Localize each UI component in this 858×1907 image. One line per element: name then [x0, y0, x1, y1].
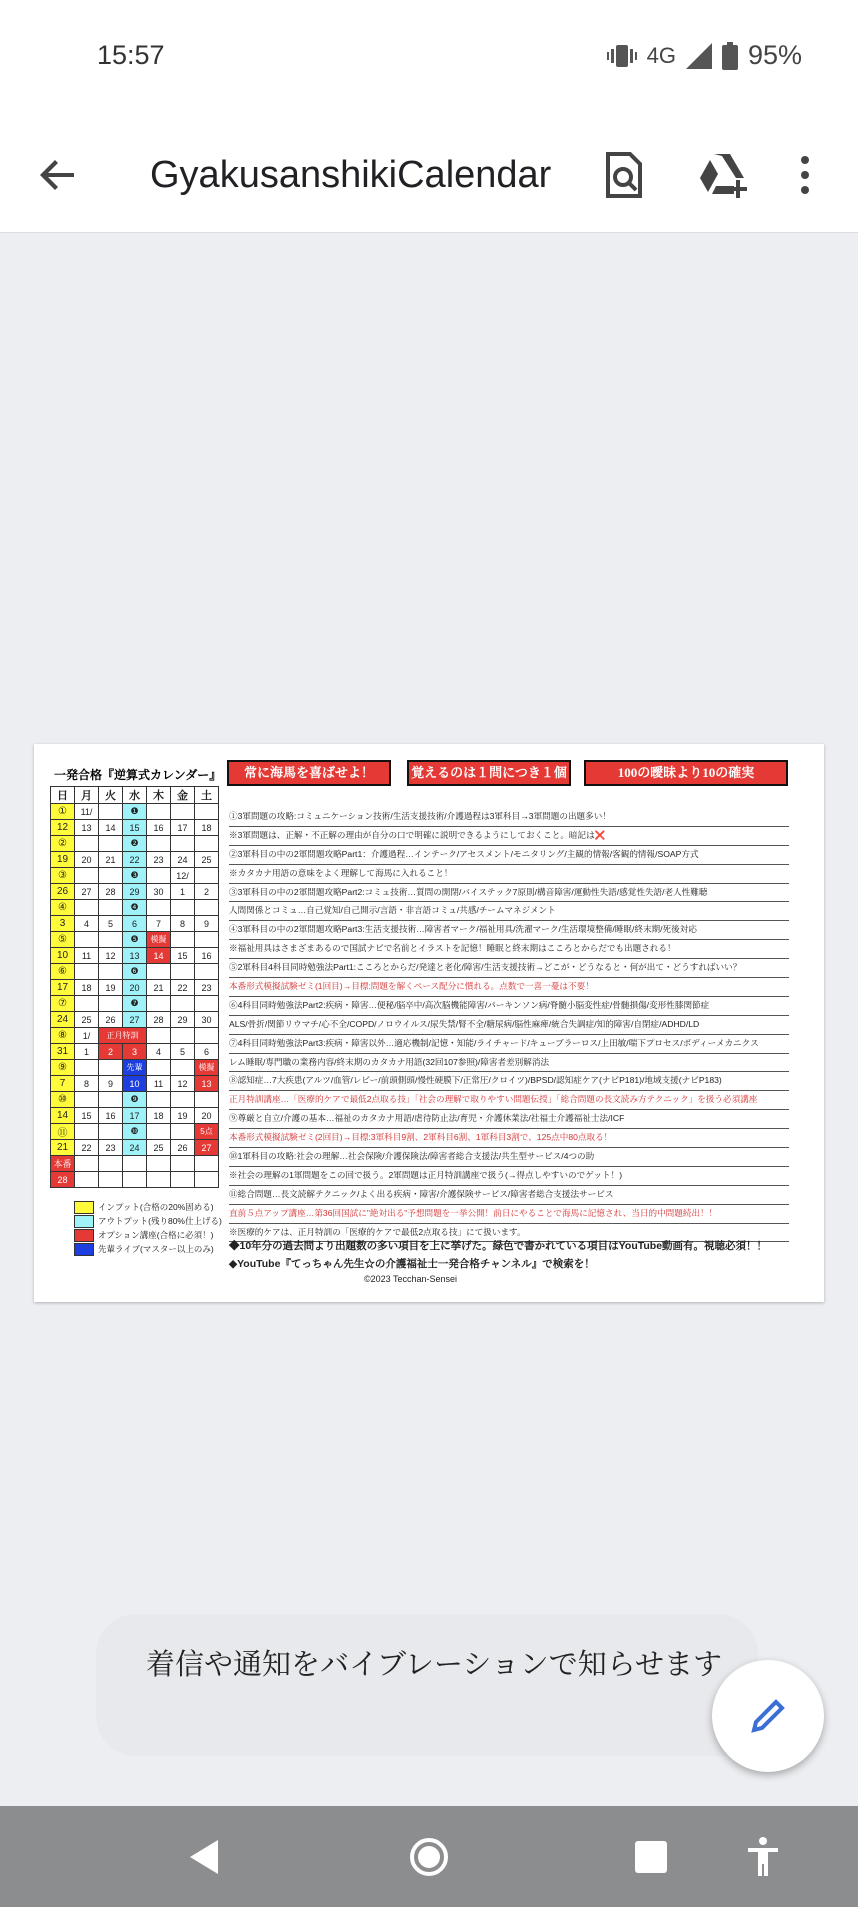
calendar-cell: ❻	[123, 964, 147, 980]
calendar-cell: 26	[99, 1012, 123, 1028]
calendar-cell	[195, 836, 219, 852]
calendar-cell: 17	[171, 820, 195, 836]
schedule-note: ※3軍問題は、正解・不正解の理由が自分の口で明確に説明できるようにしておくこと。暗記は❌	[229, 827, 789, 846]
calendar-cell: 28	[51, 1172, 75, 1188]
legend-label: 先輩ライブ(マスター以上のみ)	[98, 1244, 214, 1254]
calendar-cell: 4	[147, 1044, 171, 1060]
calendar-cell	[171, 1124, 195, 1140]
back-arrow-icon[interactable]	[34, 151, 82, 199]
calendar-cell	[99, 996, 123, 1012]
legend-item	[74, 1214, 222, 1228]
legend-swatch	[74, 1201, 94, 1214]
calendar-cell: 21	[99, 852, 123, 868]
accessibility-icon[interactable]	[740, 1834, 786, 1880]
schedule-note: レム睡眠/専門職の業務内容/終末期のカタカナ用語(32回107参照)/障害者差別解消法	[229, 1054, 789, 1073]
calendar-cell	[147, 868, 171, 884]
calendar-cell	[75, 932, 99, 948]
calendar-cell	[75, 1092, 99, 1108]
calendar-cell: 5点	[195, 1124, 219, 1140]
calendar-cell: ❺	[123, 932, 147, 948]
calendar-cell	[171, 932, 195, 948]
calendar-cell: 模擬	[147, 932, 171, 948]
banner-1: 常に海馬を喜ばせよ！	[227, 760, 391, 786]
calendar-cell: 10	[123, 1076, 147, 1092]
calendar-cell: 9	[195, 916, 219, 932]
calendar-cell	[195, 1092, 219, 1108]
calendar-cell	[171, 1028, 195, 1044]
calendar-cell	[195, 868, 219, 884]
calendar-cell	[195, 804, 219, 820]
calendar-cell: 7	[51, 1076, 75, 1092]
calendar-cell	[99, 964, 123, 980]
calendar-cell	[171, 996, 195, 1012]
calendar-cell	[147, 804, 171, 820]
calendar-cell: 12	[171, 1076, 195, 1092]
calendar-cell: 10	[51, 948, 75, 964]
weekday-header: 日	[51, 787, 75, 804]
calendar-cell	[147, 1092, 171, 1108]
calendar-cell	[99, 932, 123, 948]
calendar-cell: ⑧	[51, 1028, 75, 1044]
calendar-cell: 31	[51, 1044, 75, 1060]
calendar-cell	[75, 964, 99, 980]
schedule-note: ⑩1軍科目の攻略:社会の理解…社会保険/介護保険法/障害者総合支援法/共生型サービス/4つの助	[229, 1148, 789, 1167]
calendar-cell	[99, 1156, 123, 1172]
schedule-note: 本番形式模擬試験ゼミ(1回目)→目標:問題を解くペース配分に慣れる。点数で一喜一憂は不要！	[229, 978, 789, 997]
calendar-cell: ❾	[123, 1092, 147, 1108]
vibrate-icon	[607, 43, 637, 69]
calendar-cell: 13	[75, 820, 99, 836]
schedule-note: ALS/骨折/関節リウマチ/心不全/COPD/ノロウイルス/尿失禁/腎不全/糖尿病/脳性麻痺/統合失調症/知的障害/自閉症/ADHD/LD	[229, 1016, 789, 1035]
calendar-cell: 22	[123, 852, 147, 868]
calendar-cell: 16	[195, 948, 219, 964]
calendar-cell	[123, 1156, 147, 1172]
calendar-cell: 15	[123, 820, 147, 836]
calendar-cell: 8	[171, 916, 195, 932]
calendar-cell: ④	[51, 900, 75, 916]
legend-item	[74, 1228, 222, 1242]
battery-percent: 95%	[747, 40, 802, 70]
calendar-cell	[75, 900, 99, 916]
calendar-cell: 26	[51, 884, 75, 900]
schedule-notes	[229, 808, 789, 1242]
calendar-cell	[99, 836, 123, 852]
calendar-cell: 15	[171, 948, 195, 964]
legend-label: オプション講座(合格に必須！)	[98, 1230, 214, 1240]
calendar-cell	[75, 1060, 99, 1076]
calendar-cell: 28	[99, 884, 123, 900]
calendar-cell: 11	[147, 1076, 171, 1092]
calendar-cell: ⑥	[51, 964, 75, 980]
calendar-cell	[147, 964, 171, 980]
calendar-cell	[171, 1156, 195, 1172]
calendar-cell	[195, 900, 219, 916]
legend-swatch	[74, 1215, 94, 1228]
calendar-cell: 25	[147, 1140, 171, 1156]
calendar-cell: 21	[147, 980, 171, 996]
schedule-note: ⑨尊厳と自立/介護の基本…福祉のカタカナ用語/虐待防止法/育児・介護休業法/社福士介護福祉士法/ICF	[229, 1110, 789, 1129]
calendar-cell: 21	[51, 1140, 75, 1156]
system-nav-bar	[0, 1806, 858, 1907]
calendar-cell	[99, 868, 123, 884]
calendar-cell: 12/	[171, 868, 195, 884]
calendar-cell: 29	[123, 884, 147, 900]
status-time: 15:57	[97, 40, 165, 70]
calendar-cell: 16	[99, 1108, 123, 1124]
calendar-cell: 先輩	[123, 1060, 147, 1076]
calendar-cell	[147, 900, 171, 916]
pdf-page[interactable]	[34, 744, 824, 1302]
calendar-cell	[75, 996, 99, 1012]
calendar-cell: ⑤	[51, 932, 75, 948]
calendar-cell: 3	[123, 1044, 147, 1060]
calendar-cell	[99, 1060, 123, 1076]
schedule-note: ⑥4科目同時勉強法Part2:疾病・障害…便秘/脳卒中/高次脳機能障害/パーキンソン病/脊髄小脳変性症/骨髄損傷/変形性膝関節症	[229, 997, 789, 1016]
calendar-cell	[75, 1124, 99, 1140]
calendar-cell	[195, 964, 219, 980]
calendar-cell	[75, 1172, 99, 1188]
calendar-cell: ①	[51, 804, 75, 820]
banner-2: 覚えるのは１問につき１個	[407, 760, 571, 786]
calendar-cell	[99, 1092, 123, 1108]
search-document-icon[interactable]	[596, 148, 650, 202]
nav-home-icon[interactable]	[406, 1834, 452, 1880]
calendar-cell: 27	[123, 1012, 147, 1028]
calendar-cell	[147, 836, 171, 852]
calendar-cell	[147, 1124, 171, 1140]
schedule-note: ②3軍科目の中の2軍問題攻略Part1：介護過程…インテーク/アセスメント/モニタリング/主観的情報/客観的情報/SOAP方式	[229, 846, 789, 865]
toast-notification	[96, 1614, 758, 1756]
calendar-cell: 20	[75, 852, 99, 868]
calendar-cell	[99, 804, 123, 820]
calendar-cell	[147, 1060, 171, 1076]
calendar-cell: 13	[195, 1076, 219, 1092]
calendar-cell: 26	[171, 1140, 195, 1156]
legend-label: アウトプット(残り80%仕上げる)	[98, 1216, 222, 1226]
calendar-cell	[147, 1028, 171, 1044]
calendar-cell: 15	[75, 1108, 99, 1124]
calendar-cell: 5	[171, 1044, 195, 1060]
toast-message: 着信や通知をバイブレーションで知らせます	[146, 1647, 722, 1681]
calendar-cell: ⑪	[51, 1124, 75, 1140]
calendar-cell: 20	[195, 1108, 219, 1124]
calendar-cell: 12	[99, 948, 123, 964]
calendar-cell	[171, 804, 195, 820]
calendar-cell: 17	[51, 980, 75, 996]
calendar-cell: 22	[75, 1140, 99, 1156]
calendar-cell: ⑦	[51, 996, 75, 1012]
weekday-header: 木	[147, 787, 171, 804]
footer-note-1: ◆10年分の過去問より出題数の多い項目を上に挙げた。緑色で書かれている項目はYouTube動画有。視聴必須！！	[229, 1240, 768, 1252]
calendar-cell: 24	[123, 1140, 147, 1156]
calendar-cell: 19	[171, 1108, 195, 1124]
network-type: 4G	[646, 42, 676, 68]
calendar-cell: 27	[75, 884, 99, 900]
calendar-cell	[195, 1028, 219, 1044]
calendar-cell: 14	[99, 820, 123, 836]
nav-recents-icon[interactable]	[628, 1834, 674, 1880]
calendar-cell	[147, 1156, 171, 1172]
calendar-cell: 24	[51, 1012, 75, 1028]
add-to-drive-icon[interactable]	[696, 148, 750, 202]
calendar-cell: 18	[195, 820, 219, 836]
calendar-cell: ⑩	[51, 1092, 75, 1108]
calendar-cell: 1/	[75, 1028, 99, 1044]
app-toolbar	[0, 118, 858, 233]
schedule-note: 人間関係とコミュ…自己覚知/自己開示/言語・非言語コミュ/共感/チームマネジメント	[229, 902, 789, 921]
calendar-grid	[50, 786, 219, 1188]
schedule-note: ⑧認知症…7大疾患(アルツ/血管/レビー/前頭側頭/慢性硬膜下/正常圧/クロイツ)/BPSD/認知症ケア(ナビP181)/地域支援(ナビP183)	[229, 1072, 789, 1091]
calendar-cell	[75, 836, 99, 852]
weekday-header: 月	[75, 787, 99, 804]
copyright: ©2023 Tecchan-Sensei	[364, 1274, 458, 1284]
calendar-cell	[99, 1172, 123, 1188]
calendar-cell	[123, 1172, 147, 1188]
calendar-cell: 29	[171, 1012, 195, 1028]
signal-icon	[686, 43, 712, 69]
calendar-cell: ❶	[123, 804, 147, 820]
calendar-cell: 23	[99, 1140, 123, 1156]
calendar-cell: 14	[147, 948, 171, 964]
schedule-note: ※カタカナ用語の意味をよく理解して海馬に入れること！	[229, 865, 789, 884]
calendar-cell: 18	[75, 980, 99, 996]
calendar-cell: 4	[75, 916, 99, 932]
document-title: GyakusanshikiCalendar	[150, 154, 552, 196]
calendar-cell: 18	[147, 1108, 171, 1124]
calendar-cell: 9	[99, 1076, 123, 1092]
calendar-title: 一発合格『逆算式カレンダー』	[54, 768, 222, 782]
calendar-cell	[75, 1156, 99, 1172]
calendar-cell	[195, 1156, 219, 1172]
schedule-note: 直前５点アップ講座…第36回国試に"絶対出る"予想問題を一挙公開！前日にやることで海馬に記憶され、当日的中問題続出！！	[229, 1205, 789, 1224]
calendar-cell: 5	[99, 916, 123, 932]
battery-icon	[722, 42, 738, 70]
schedule-note: ※福祉用具はさまざまあるので国試ナビで名前とイラストを記憶！睡眠と終末期はこころとからだでも出題される！	[229, 940, 789, 959]
calendar-cell: ❹	[123, 900, 147, 916]
calendar-cell: 19	[51, 852, 75, 868]
calendar-cell: 23	[195, 980, 219, 996]
schedule-note: ③3軍科目の中の2軍問題攻略Part2:コミュ技術…質問の開閉/バイステック7原則/構音障害/運動性失語/感覚性失語/老人性難聴	[229, 884, 789, 903]
calendar-cell: 19	[99, 980, 123, 996]
pencil-icon	[746, 1694, 790, 1738]
status-bar	[0, 0, 858, 118]
status-icons	[607, 40, 802, 71]
calendar-cell: 12	[51, 820, 75, 836]
calendar-cell: 7	[147, 916, 171, 932]
nav-back-icon[interactable]	[182, 1834, 228, 1880]
weekday-header: 金	[171, 787, 195, 804]
calendar-cell: 3	[51, 916, 75, 932]
calendar-cell: 6	[123, 916, 147, 932]
legend-label: インプット(合格の20%固める)	[98, 1202, 214, 1212]
calendar-cell: 25	[75, 1012, 99, 1028]
calendar-cell: 28	[147, 1012, 171, 1028]
calendar-cell	[195, 996, 219, 1012]
calendar-cell: 17	[123, 1108, 147, 1124]
schedule-note: ⑤2軍科目4科目同時勉強法Part1:こころとからだ/発達と老化/障害/生活支援技術→どこが・どうなると・何が出て・どうすればいい？	[229, 959, 789, 978]
calendar-cell: ③	[51, 868, 75, 884]
calendar-cell: 27	[195, 1140, 219, 1156]
schedule-note: ※社会の理解の1軍問題をこの回で扱う。2軍問題は正月特訓講座で扱う(→得点しやすいのでゲット！)	[229, 1167, 789, 1186]
weekday-header: 火	[99, 787, 123, 804]
calendar-cell: 1	[75, 1044, 99, 1060]
calendar-cell: ❿	[123, 1124, 147, 1140]
calendar-cell: 30	[195, 1012, 219, 1028]
schedule-note: ⑪総合問題…長文読解テクニック/よく出る疾病・障害/介護保険サービス/障害者総合支援法サービス	[229, 1186, 789, 1205]
calendar-cell: 24	[171, 852, 195, 868]
calendar-cell: 正月特訓	[99, 1028, 147, 1044]
more-options-icon[interactable]	[790, 148, 820, 202]
calendar-cell	[75, 868, 99, 884]
calendar-cell	[99, 900, 123, 916]
calendar-cell: ❷	[123, 836, 147, 852]
legend	[74, 1200, 222, 1256]
schedule-note: ④3軍科目の中の2軍問題攻略Part3:生活支援技術…障害者マーク/福祉用具/洗濯マーク/生活環境整備/睡眠/終末期/死後対応	[229, 921, 789, 940]
calendar-cell: ⑨	[51, 1060, 75, 1076]
calendar-cell	[171, 1172, 195, 1188]
calendar-cell: 20	[123, 980, 147, 996]
calendar-cell	[147, 1172, 171, 1188]
calendar-cell: 22	[171, 980, 195, 996]
calendar-cell: 30	[147, 884, 171, 900]
calendar-cell: 8	[75, 1076, 99, 1092]
calendar-cell	[171, 1060, 195, 1076]
calendar-cell	[171, 900, 195, 916]
weekday-header: 水	[123, 787, 147, 804]
schedule-note: ①3軍問題の攻略:コミュニケーション技術/生活支援技術/介護過程は3軍科目→3軍問題の出題多い！	[229, 808, 789, 827]
schedule-note: 本番形式模擬試験ゼミ(2回目)→目標:3軍科目9割、2軍科目6割、1軍科目3割で、125点中80点取る！	[229, 1129, 789, 1148]
legend-swatch	[74, 1243, 94, 1256]
calendar-cell: 25	[195, 852, 219, 868]
weekday-header: 土	[195, 787, 219, 804]
calendar-cell: ❸	[123, 868, 147, 884]
calendar-cell	[171, 1092, 195, 1108]
calendar-cell: ②	[51, 836, 75, 852]
calendar-cell: ❼	[123, 996, 147, 1012]
legend-item	[74, 1242, 222, 1256]
schedule-note: ⑦4科目同時勉強法Part3:疾病・障害以外…適応機制/記憶・知能/ライチャード/キューブラーロス/上田敏/喘下プロセス/ボディーメカニクス	[229, 1035, 789, 1054]
calendar-cell: 11/	[75, 804, 99, 820]
calendar-cell: 2	[99, 1044, 123, 1060]
calendar-cell: 11	[75, 948, 99, 964]
calendar-cell	[171, 964, 195, 980]
calendar-cell	[99, 1124, 123, 1140]
schedule-note: 正月特訓講座…「医療的ケアで最低2点取る技」「社会の理解で取りやすい問題伝授」「総合問題の長文読み方テクニック」を扱う必須講座	[229, 1091, 789, 1110]
calendar-cell: 6	[195, 1044, 219, 1060]
calendar-cell	[147, 996, 171, 1012]
calendar-cell: 1	[171, 884, 195, 900]
calendar-cell: 13	[123, 948, 147, 964]
legend-item	[74, 1200, 222, 1214]
calendar-cell: 16	[147, 820, 171, 836]
calendar-cell: 23	[147, 852, 171, 868]
calendar-cell	[171, 836, 195, 852]
calendar-cell: 14	[51, 1108, 75, 1124]
calendar-cell	[195, 932, 219, 948]
banner-3: 100の曖昧より10の確実	[584, 760, 788, 786]
calendar-cell	[195, 1172, 219, 1188]
footer-note-2: ◆YouTube『てっちゃん先生☆の介護福祉士一発合格チャンネル』で検索を！	[229, 1258, 595, 1270]
legend-swatch	[74, 1229, 94, 1242]
schedule-note: ※医療的ケアは、正月特訓の「医療的ケアで最低2点取る技」にて扱います。	[229, 1224, 789, 1243]
edit-fab[interactable]	[712, 1660, 824, 1772]
calendar-cell: 2	[195, 884, 219, 900]
calendar-cell: 本番	[51, 1156, 75, 1172]
calendar-cell: 模擬	[195, 1060, 219, 1076]
